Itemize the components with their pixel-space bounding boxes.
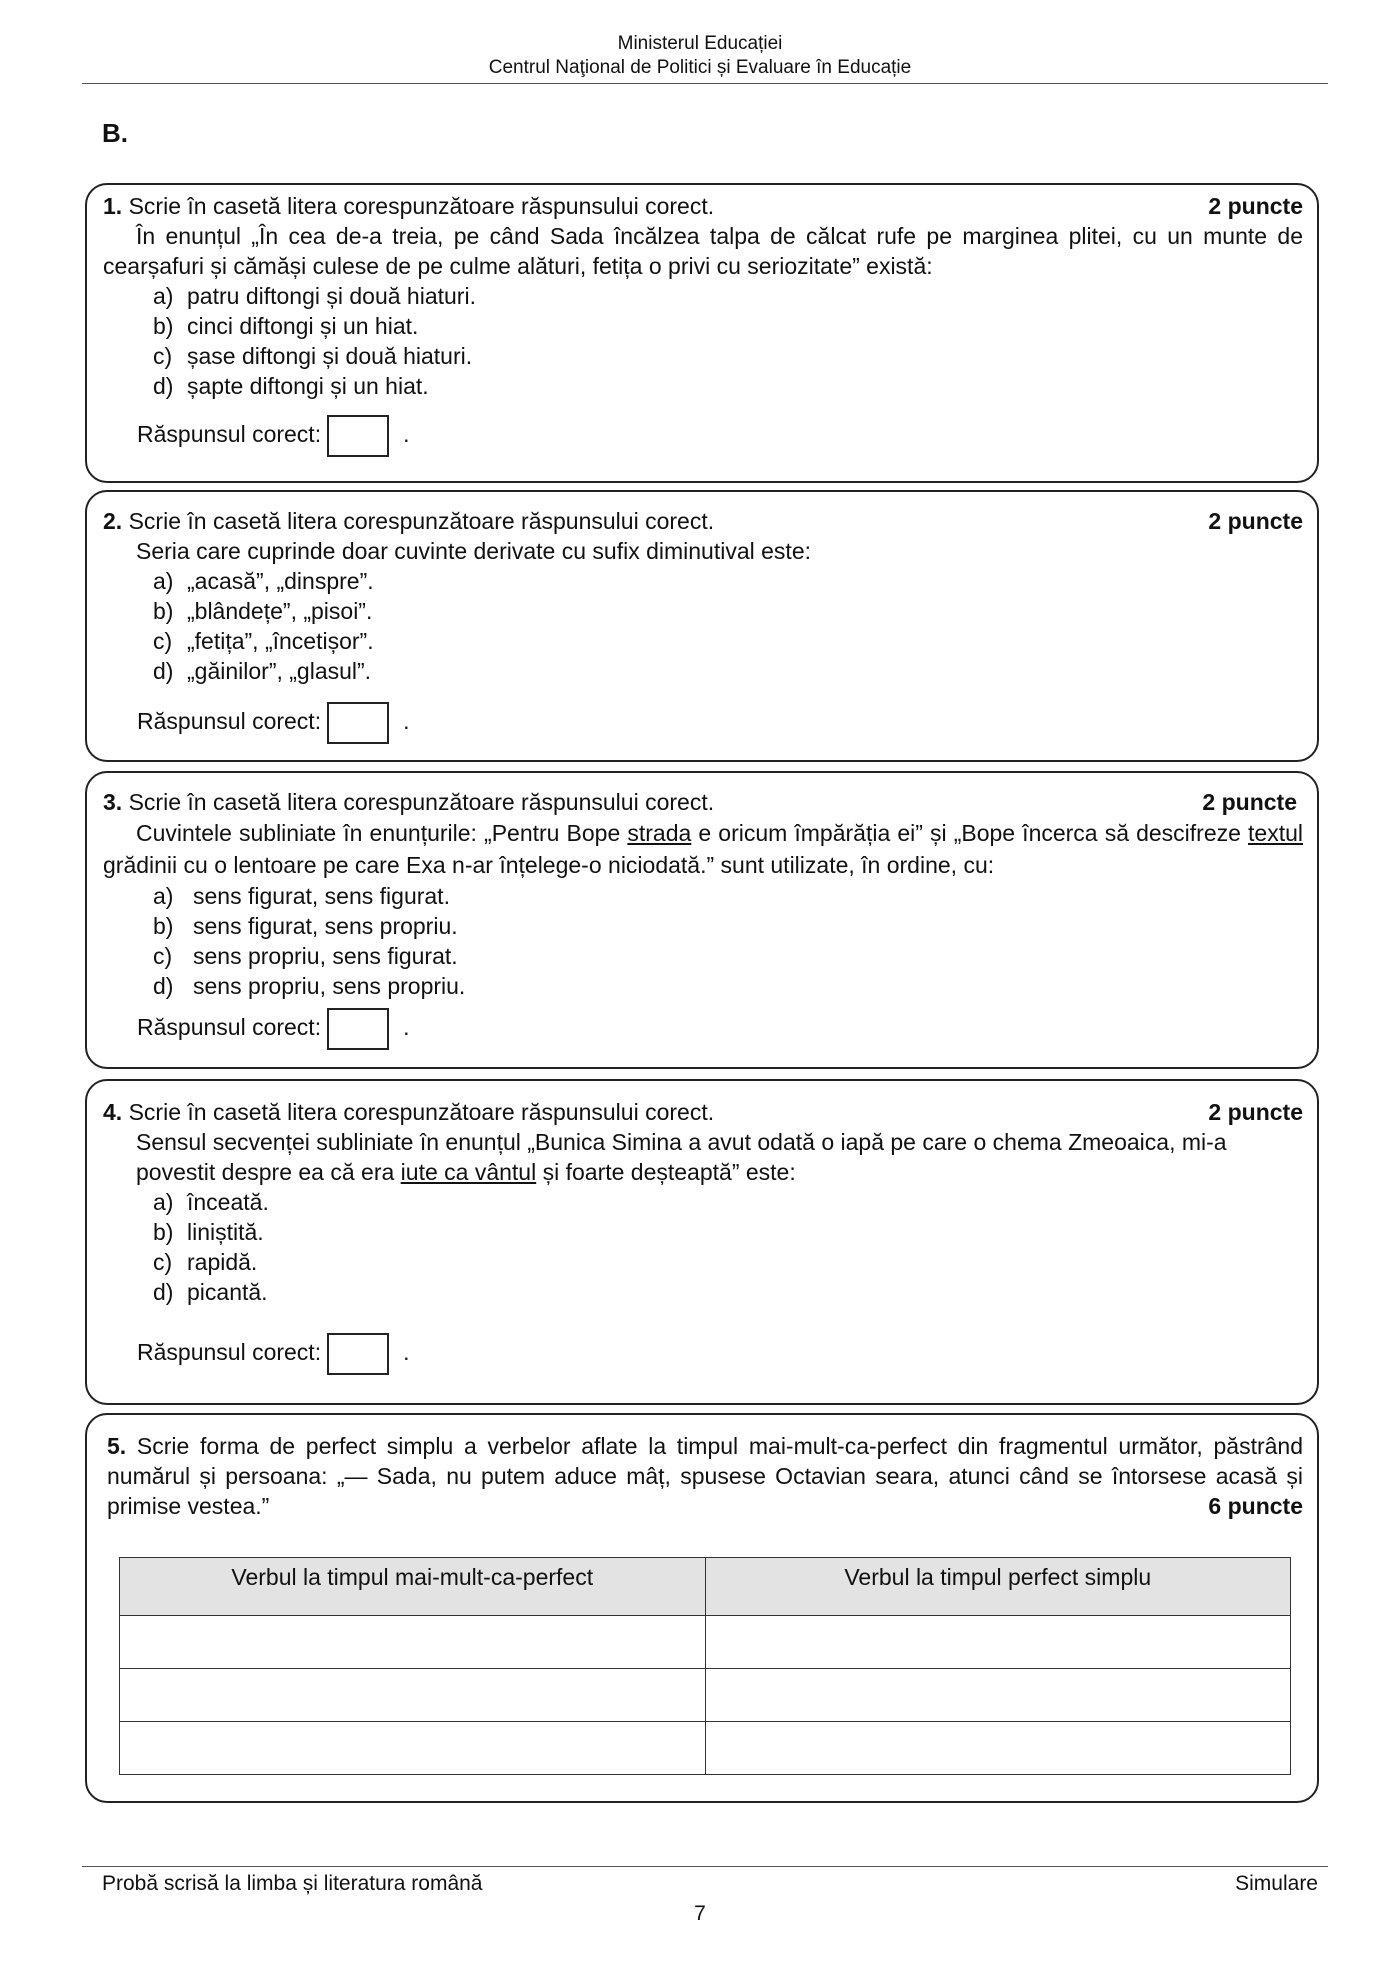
question-1-instruction: Scrie în casetă litera corespunzătoare răspunsului corect. — [128, 193, 715, 219]
option-d: d) șapte diftongi și un hiat. — [153, 373, 429, 399]
question-4-answer: Răspunsul corect: . — [137, 1333, 409, 1375]
page-header — [0, 32, 1400, 80]
option-d: d) „găinilor”, „glasul”. — [153, 658, 372, 684]
header-ministry: Ministerul Educației — [617, 33, 783, 54]
table-row — [120, 1722, 1291, 1775]
question-2-instruction: Scrie în casetă litera corespunzătoare răspunsului corect. — [128, 508, 715, 534]
question-3-number: 3. — [103, 789, 123, 815]
option-b: b) sens figurat, sens propriu. — [153, 913, 458, 939]
option-b: b) liniștită. — [153, 1219, 264, 1245]
answer-box[interactable] — [327, 1333, 389, 1375]
header-perfect-simple: Verbul la timpul perfect simplu — [705, 1558, 1291, 1616]
answer-cell[interactable] — [120, 1722, 706, 1775]
table-row — [120, 1616, 1291, 1669]
question-1-answer: Răspunsul corect: . — [137, 415, 409, 457]
answer-label: Răspunsul corect: — [137, 708, 322, 735]
option-c: c) rapidă. — [153, 1249, 258, 1275]
question-5-points: 6 puncte — [1208, 1493, 1303, 1519]
answer-label: Răspunsul corect: — [137, 1339, 322, 1366]
question-4-box — [85, 1079, 1319, 1405]
question-5-number: 5. — [107, 1433, 127, 1459]
answer-label: Răspunsul corect: — [137, 1014, 322, 1041]
question-1-points: 2 puncte — [1208, 193, 1303, 219]
question-4-instruction: Scrie în casetă litera corespunzătoare răspunsului corect. — [128, 1099, 715, 1125]
option-c: c) sens propriu, sens figurat. — [153, 943, 458, 969]
option-a: a) „acasă”, „dinspre”. — [153, 568, 374, 594]
question-4-options — [153, 1187, 1303, 1307]
page-number: 7 — [694, 1902, 706, 1925]
question-5-text: 5. Scrie forma de perfect simplu a verbelor aflate la timpul mai-mult-ca-perfect din fragmentul următor, păstrând numărul și persoana: „— Sada, nu putem aduce mâț, spusese Octavian seara, atunci când se întorsese acasă și primise vestea.” — [107, 1433, 1303, 1519]
option-d: d) sens propriu, sens propriu. — [153, 973, 466, 999]
question-1-text: În enunțul „În cea de-a treia, pe când Sada încălzea talpa de călcat rufe pe marginea plitei, cu un munte de cearșafuri și cămăși culese de pe culme alături, fetița o privi cu seriozitate” există: — [103, 223, 1303, 279]
underlined-word-strada: strada — [627, 820, 692, 846]
option-a: a) patru diftongi și două hiaturi. — [153, 283, 476, 309]
question-2-options — [153, 566, 1303, 686]
verb-table — [119, 1557, 1291, 1775]
question-2-text: Seria care cuprinde doar cuvinte derivate cu sufix diminutival este: — [136, 538, 812, 564]
answer-box[interactable] — [327, 702, 389, 744]
question-2-answer: Răspunsul corect: . — [137, 702, 409, 744]
question-4-text: Sensul secvenței subliniate în enunțul „Bunica Simina a avut odată o iapă pe care o chema Zmeoaica, mi-a povestit despre ea că era iute ca vântul și foarte deșteaptă” este: — [136, 1129, 1227, 1185]
footer-exam-title: Probă scrisă la limba și literatura română — [102, 1872, 483, 1895]
underlined-word-textul: textul — [1248, 820, 1303, 846]
option-a: a) sens figurat, sens figurat. — [153, 883, 450, 909]
question-1-options — [153, 281, 1303, 401]
question-3-options — [153, 881, 1303, 1001]
answer-cell[interactable] — [120, 1616, 706, 1669]
question-1-number: 1. — [103, 193, 123, 219]
option-d: d) picantă. — [153, 1279, 268, 1305]
option-b: b) „blândețe”, „pisoi”. — [153, 598, 373, 624]
underlined-phrase: iute ca vântul — [400, 1159, 537, 1185]
answer-label: Răspunsul corect: — [137, 421, 322, 448]
question-3-text: Cuvintele subliniate în enunțurile: „Pentru Bope strada e oricum împărăția ei” și „Bope încerca să descifreze textul grădinii cu o lentoare pe care Exa n-ar înțelege-o niciodată.” sunt utilizate, în ordine, cu: — [103, 820, 1303, 878]
answer-box[interactable] — [327, 415, 389, 457]
option-a: a) înceată. — [153, 1189, 269, 1215]
question-3-answer: Răspunsul corect: . — [137, 1008, 409, 1050]
option-c: c) „fetița”, „încetișor”. — [153, 628, 374, 654]
table-header-row — [120, 1558, 1291, 1616]
question-4-points: 2 puncte — [1208, 1099, 1303, 1125]
header-divider — [82, 83, 1328, 84]
footer-divider — [82, 1866, 1328, 1867]
question-1-box — [85, 183, 1319, 483]
header-center: Centrul Naţional de Politici și Evaluare în Educație — [488, 57, 912, 78]
question-2-number: 2. — [103, 508, 123, 534]
question-3-box — [85, 771, 1319, 1069]
question-2-points: 2 puncte — [1208, 508, 1303, 534]
table-row — [120, 1669, 1291, 1722]
question-2-box — [85, 490, 1319, 762]
section-title: B. — [102, 118, 128, 148]
answer-box[interactable] — [327, 1008, 389, 1050]
question-3-points: 2 puncte — [1202, 789, 1297, 815]
question-3-instruction: Scrie în casetă litera corespunzătoare răspunsului corect. — [128, 789, 715, 815]
header-pluperfect: Verbul la timpul mai-mult-ca-perfect — [120, 1558, 706, 1616]
question-5-box — [85, 1413, 1319, 1803]
answer-cell[interactable] — [705, 1722, 1291, 1775]
answer-cell[interactable] — [705, 1616, 1291, 1669]
question-4-number: 4. — [103, 1099, 123, 1125]
answer-cell[interactable] — [120, 1669, 706, 1722]
answer-cell[interactable] — [705, 1669, 1291, 1722]
option-b: b) cinci diftongi și un hiat. — [153, 313, 419, 339]
option-c: c) șase diftongi și două hiaturi. — [153, 343, 473, 369]
footer-label: Simulare — [1235, 1872, 1318, 1895]
